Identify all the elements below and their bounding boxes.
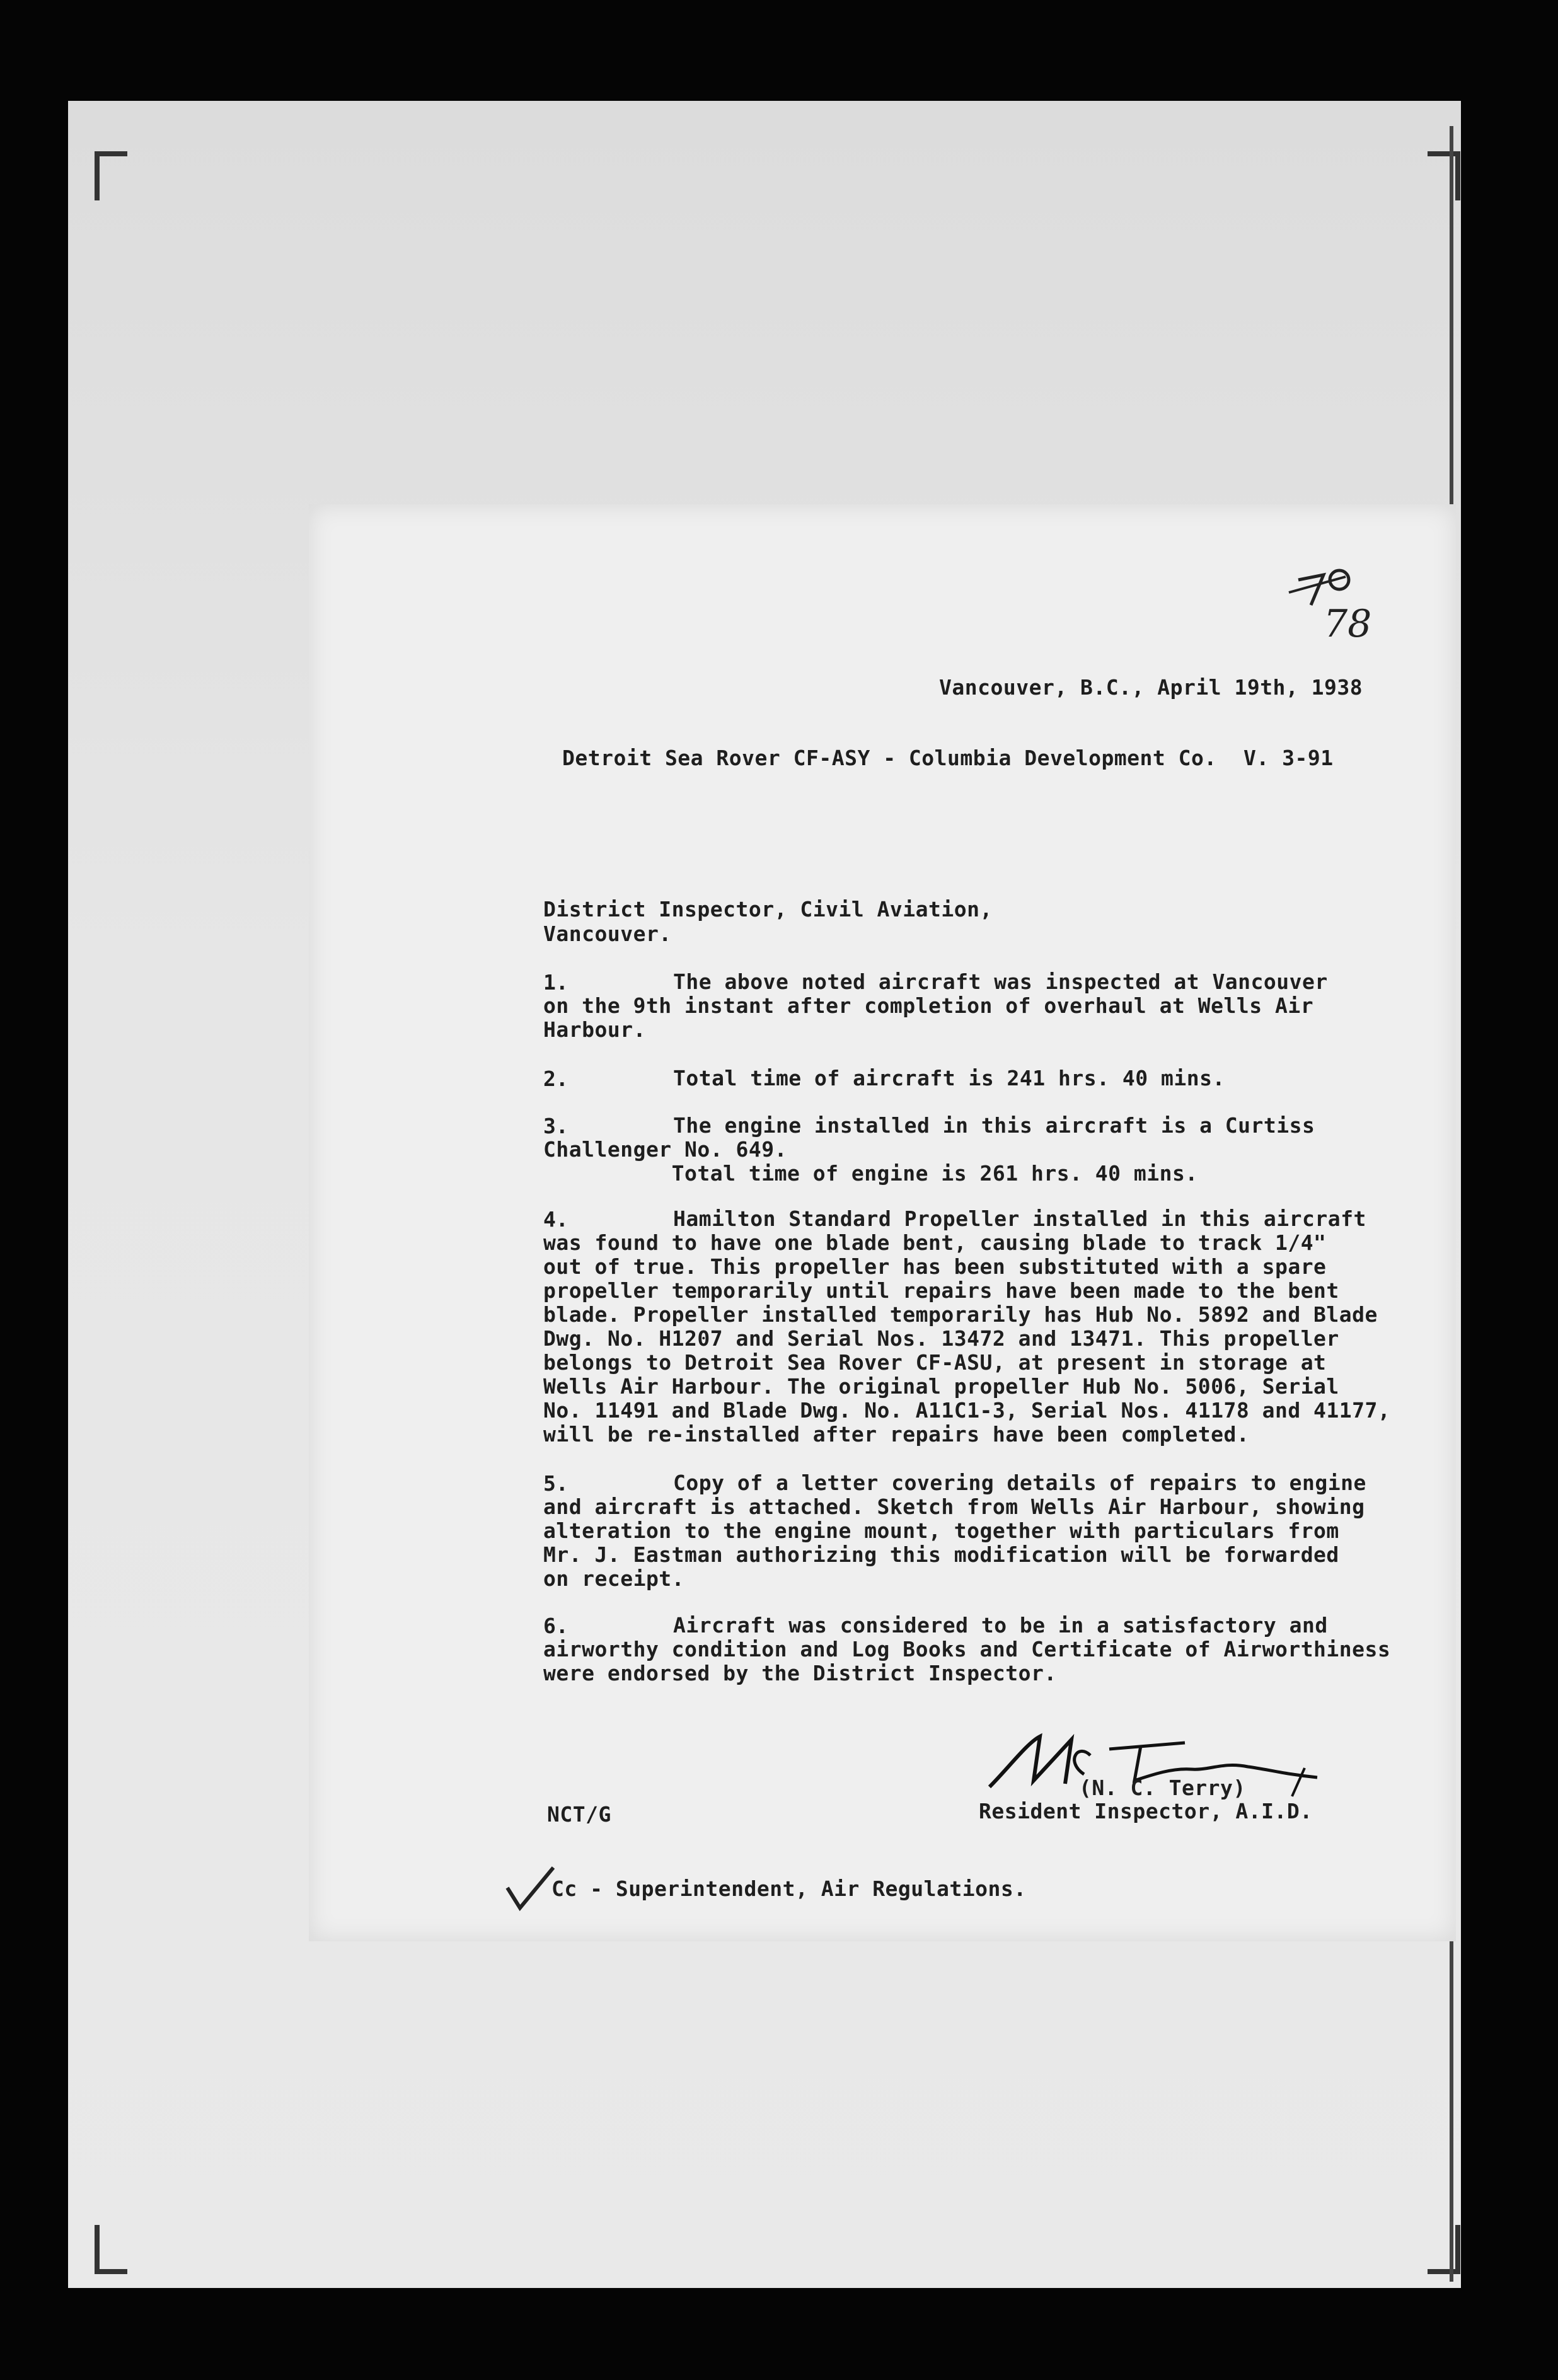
paragraph-number: 6. <box>543 1614 568 1638</box>
paragraph-number: 5. <box>543 1471 568 1496</box>
crop-mark-top-right <box>1428 151 1460 200</box>
subject-line: Detroit Sea Rover CF-ASY - Columbia Development Co. <box>562 746 1217 770</box>
typist-initials: NCT/G <box>547 1802 611 1827</box>
paragraph-3: The engine installed in this aircraft is a Curtiss Challenger No. 649. Total time of engine is 261 hrs. 40 mins. <box>543 1113 1315 1186</box>
addressee-line-2: Vancouver. <box>543 921 672 946</box>
crop-mark-bottom-left <box>95 2225 127 2274</box>
signatory-title: Resident Inspector, A.I.D. <box>979 1799 1313 1823</box>
checkmark-icon <box>504 1863 555 1913</box>
handwritten-page-number <box>1286 555 1387 649</box>
addressee-line-1: District Inspector, Civil Aviation, <box>543 897 993 921</box>
crop-mark-bottom-right <box>1428 2225 1460 2274</box>
paragraph-2: Total time of aircraft is 241 hrs. 40 mins. <box>673 1066 1225 1090</box>
paragraph-1: The above noted aircraft was inspected at Vancouver on the 9th instant after completion of overhaul at Wells Air Harbour. <box>543 969 1328 1042</box>
signatory-name: (N. C. Terry) <box>1079 1776 1246 1800</box>
date-line: Vancouver, B.C., April 19th, 1938 <box>939 675 1363 700</box>
paragraph-number: 2. <box>543 1066 568 1091</box>
paragraph-number: 3. <box>543 1114 568 1138</box>
file-reference: V. 3-91 <box>1244 746 1334 770</box>
handwritten-number-text: 78 <box>1324 602 1372 646</box>
paragraph-4: Hamilton Standard Propeller installed in this aircraft was found to have one blade bent, causing blade to track 1/4" out of true. This propeller has been substituted with a spare propeller temporarily until repairs have been made to the bent blade. Propeller installed temporarily has Hub No. 5892 and Blade Dwg. No. H1207 and Serial Nos. 13472 and 13471. This propeller belongs to Detroit Sea Rover CF-ASU, at present in storage at Wells Air Harbour. The original propeller Hub No. 5006, Serial No. 11491 and Blade Dwg. No. A11C1-3, Serial Nos. 41178 and 41177, will be re-installed after repairs have been completed. <box>543 1206 1391 1447</box>
crop-mark-top-left <box>95 151 127 200</box>
carbon-copy-line: Cc - Superintendent, Air Regulations. <box>551 1876 1027 1901</box>
paragraph-6: Aircraft was considered to be in a satisfactory and airworthy condition and Log Books and Certificate of Airworthiness were endorsed by the District Inspector. <box>543 1613 1391 1685</box>
paragraph-number: 4. <box>543 1207 568 1232</box>
paragraph-number: 1. <box>543 970 568 995</box>
paragraph-5: Copy of a letter covering details of repairs to engine and aircraft is attached. Sketch from Wells Air Harbour, showing alteration to the engine mount, together with particulars from Mr. J. Eastman authorizing this modification will be forwarded on receipt. <box>543 1470 1366 1591</box>
